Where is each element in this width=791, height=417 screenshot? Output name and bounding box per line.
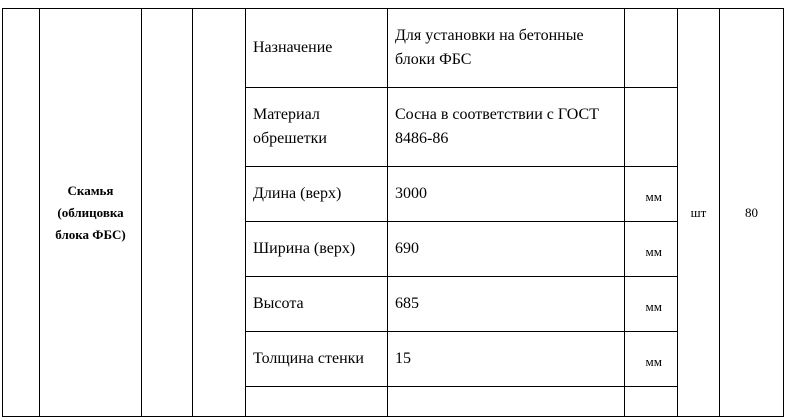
spec-param: Длина (верх) [246,167,388,222]
spec-unit: мм [625,332,678,387]
empty-cell [193,9,246,417]
spec-param: Назначение [246,9,388,88]
item-name-cell [40,9,142,417]
unit-of-measure-cell [678,9,720,417]
spec-value: 685 [388,277,625,332]
index-cell [3,9,40,417]
spec-value: 15 [388,332,625,387]
quantity-cell [720,9,784,417]
spec-value: 690 [388,222,625,277]
spec-value: 3000 [388,167,625,222]
spec-unit: мм [625,277,678,332]
spec-value: Для установки на бетонные блоки ФБС [388,9,625,88]
spec-unit [625,9,678,88]
spec-unit [625,88,678,167]
item-name: Скамья (облицовка блока ФБС) [55,182,126,242]
quantity: 80 [745,204,758,220]
spec-param: Материал обрешетки [246,88,388,167]
spec-unit: мм [625,222,678,277]
spec-param: Толщина стенки [246,332,388,387]
spec-param: Ширина (верх) [246,222,388,277]
spec-table [2,8,784,417]
empty-cell [142,9,193,417]
spec-row [3,9,784,88]
unit-of-measure: шт [690,204,707,220]
spec-value: Сосна в соответствии с ГОСТ 8486-86 [388,88,625,167]
spec-unit: мм [625,167,678,222]
spec-param: Высота [246,277,388,332]
